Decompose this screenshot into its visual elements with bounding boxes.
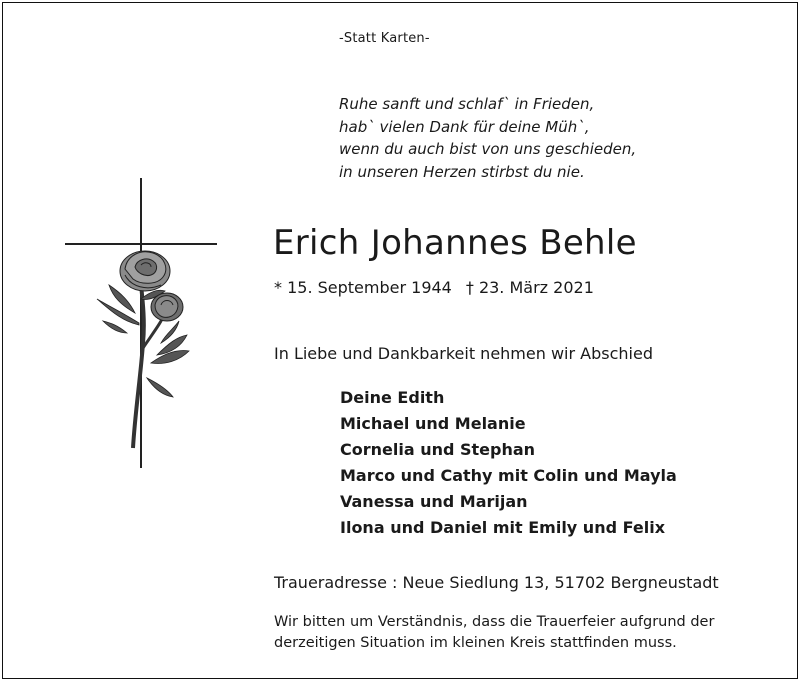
closing-line: derzeitigen Situation im kleinen Kreis stattfinden muss. (274, 635, 677, 651)
mourner-name: Ilona und Daniel mit Emily und Felix (340, 518, 666, 537)
mourning-address: Traueradresse : Neue Siedlung 13, 51702 Bergneustadt (274, 573, 719, 592)
cross-with-rose-icon (61, 173, 221, 473)
mourner-name: Michael und Melanie (340, 414, 526, 433)
farewell-text: In Liebe und Dankbarkeit nehmen wir Abschied (274, 344, 653, 363)
closing-note (274, 612, 714, 654)
header-note: -Statt Karten- (339, 31, 430, 46)
poem-line: wenn du auch bist von uns geschieden, (339, 140, 637, 158)
poem-line: Ruhe sanft und schlaf` in Frieden, (339, 95, 595, 113)
mourner-name: Deine Edith (340, 388, 445, 407)
mourners-list (340, 385, 677, 541)
poem (339, 93, 636, 183)
poem-line: hab` vielen Dank für deine Müh`, (339, 117, 590, 136)
life-dates (274, 278, 594, 297)
closing-line: Wir bitten um Verständnis, dass die Trauerfeier aufgrund der (274, 614, 715, 630)
poem-line: in unseren Herzen stirbst du nie. (339, 162, 585, 181)
birth-date: * 15. September 1944 (274, 278, 452, 297)
deceased-name: Erich Johannes Behle (273, 223, 637, 263)
mourner-name: Cornelia und Stephan (340, 440, 536, 459)
obituary-notice (2, 2, 798, 679)
death-date: † 23. März 2021 (465, 278, 594, 297)
mourner-name: Vanessa und Marijan (340, 492, 528, 511)
mourner-name: Marco und Cathy mit Colin und Mayla (340, 466, 677, 485)
